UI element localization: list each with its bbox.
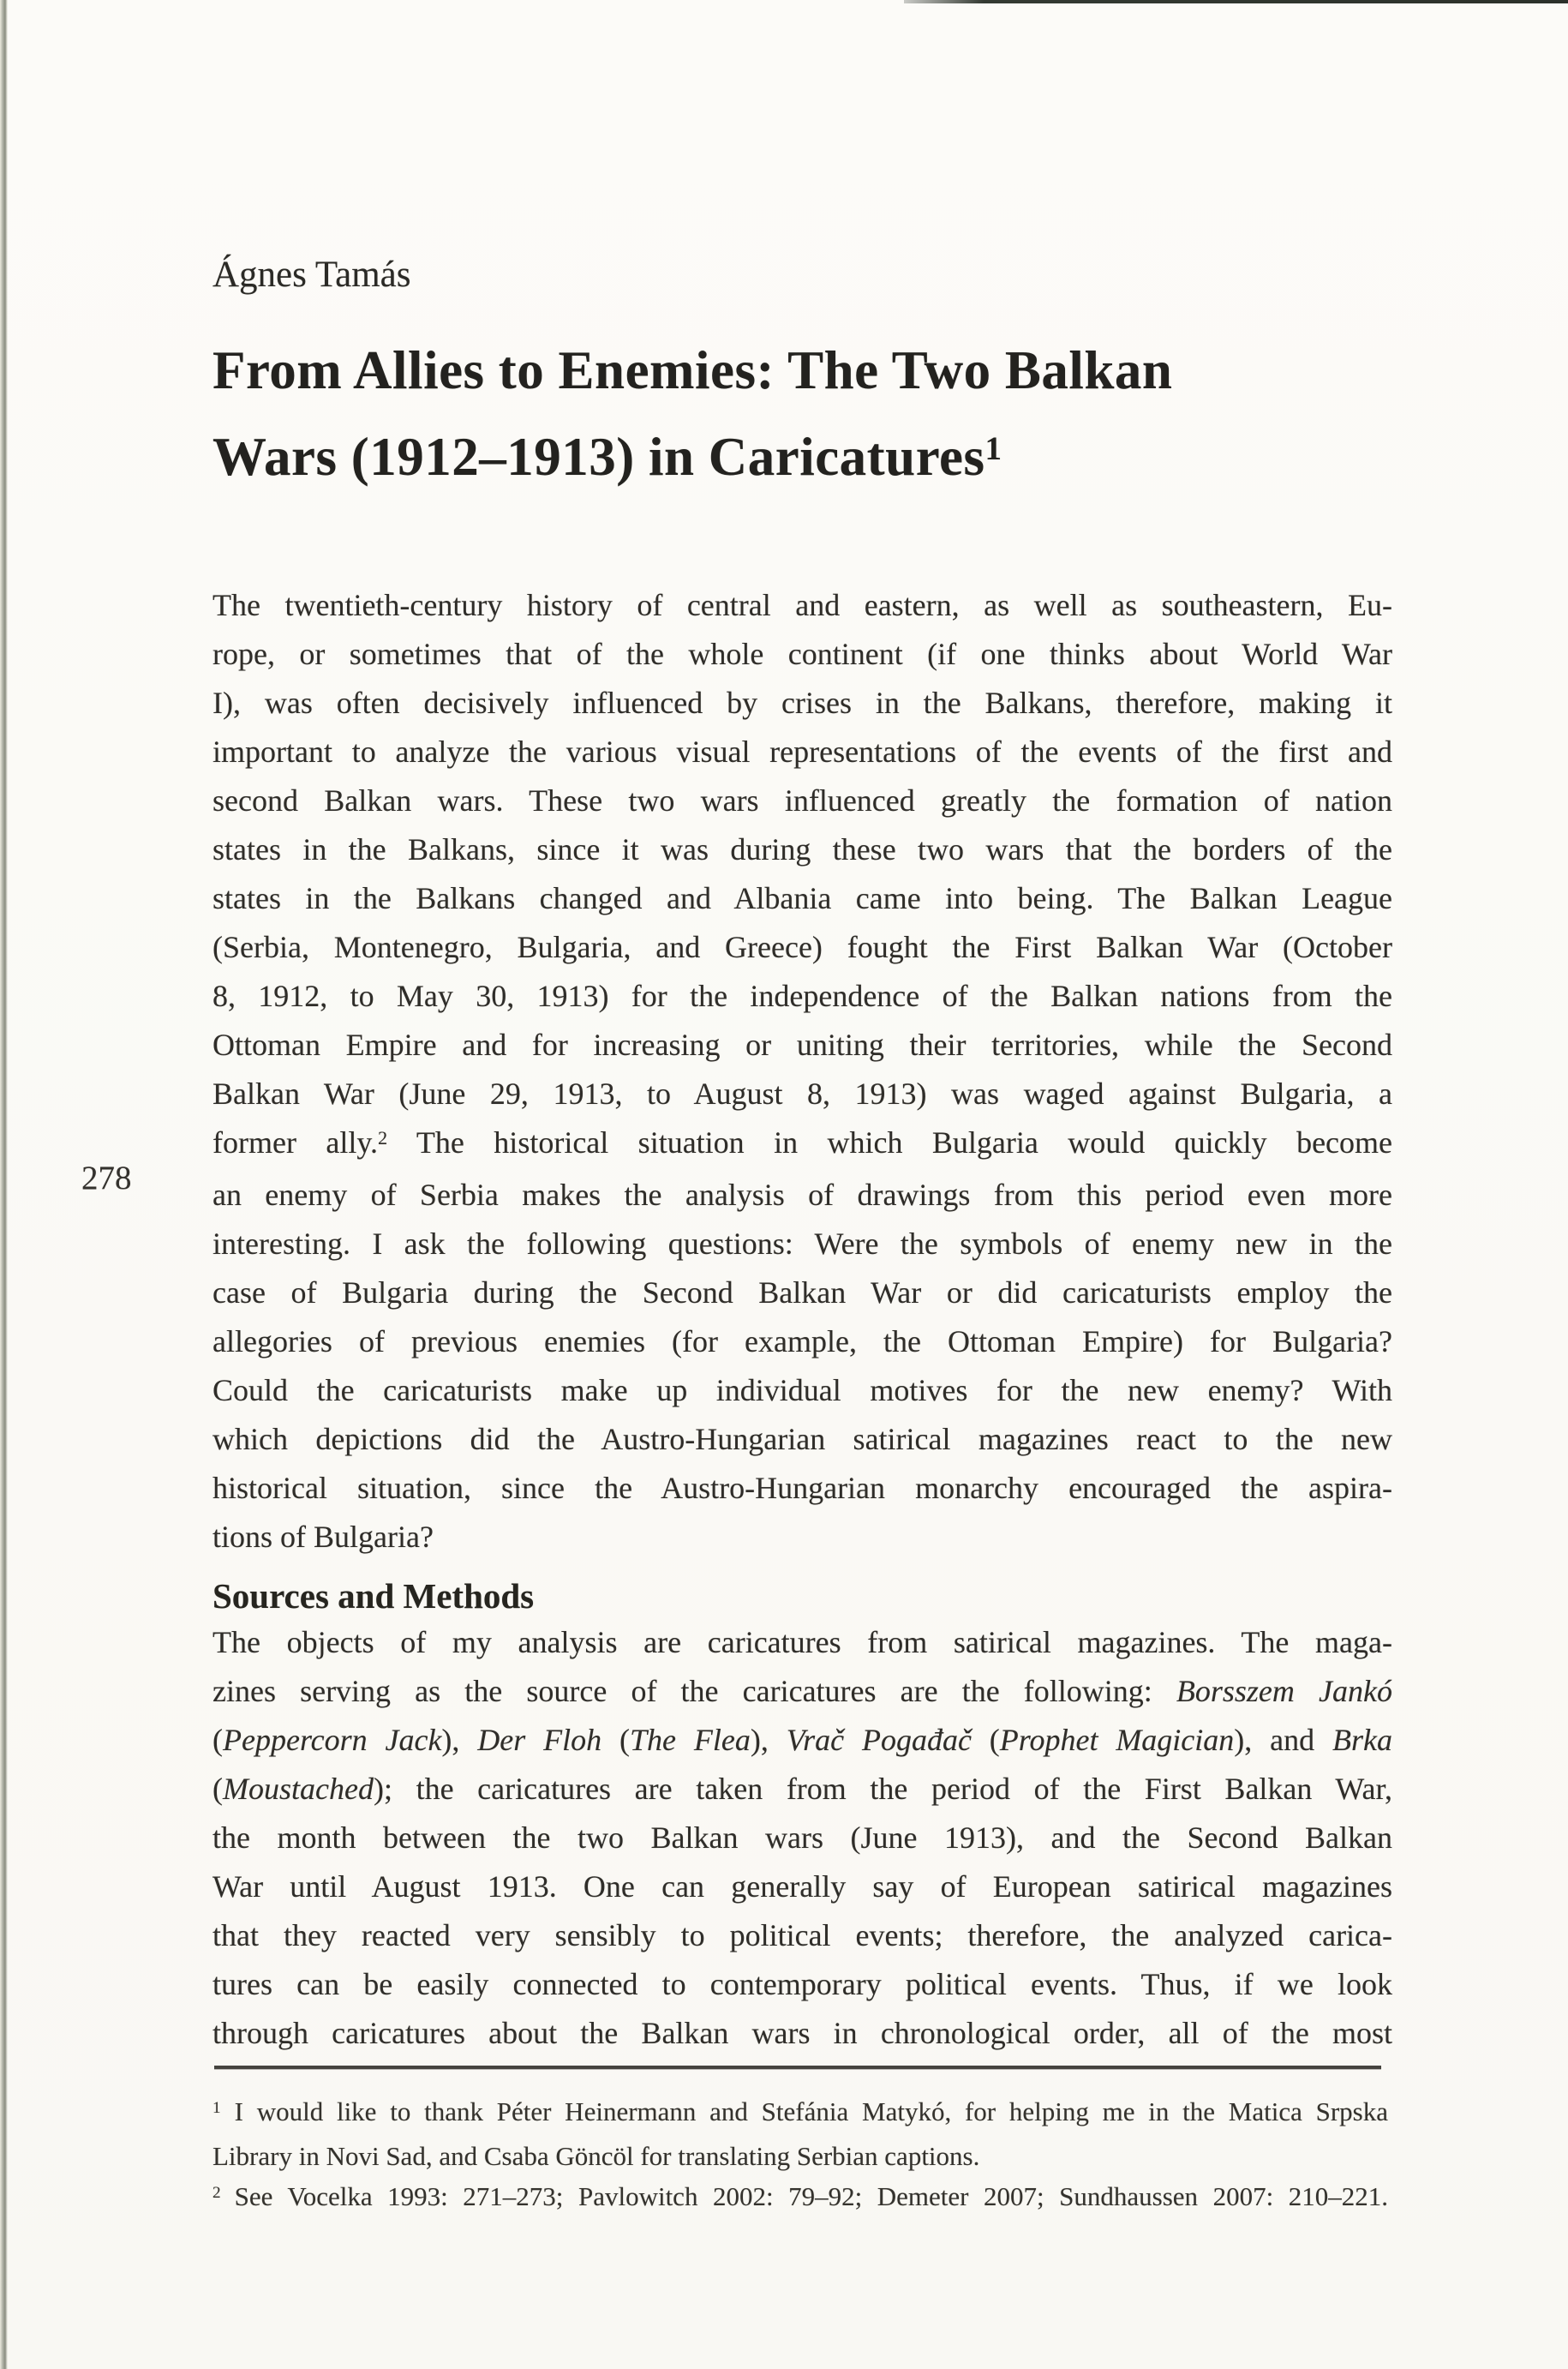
text-line: Balkan War (June 29, 1913, to August 8, 1913) was waged against Bulgaria, a bbox=[212, 1077, 1392, 1111]
text-line: second Balkan wars. These two wars influenced greatly the formation of nation bbox=[212, 783, 1392, 818]
text-line: Could the caricaturists make up individual motives for the new enemy? With bbox=[212, 1373, 1392, 1407]
scan-top-edge bbox=[904, 0, 1568, 3]
footnote-divider bbox=[214, 2066, 1381, 2069]
footnote-ref: 1 bbox=[212, 2099, 221, 2118]
text-line: historical situation, since the Austro-Hungarian monarchy encouraged the aspira- bbox=[212, 1471, 1392, 1505]
text-line: former ally.$^2$ The historical situation in which Bulgaria would quickly become bbox=[212, 1125, 1393, 1160]
text-line: case of Bulgaria during the Second Balkan War or did caricaturists employ the bbox=[212, 1275, 1392, 1310]
footnote-ref: 2 bbox=[378, 1126, 388, 1149]
footnote-1 bbox=[212, 2091, 1388, 2176]
text-line: allegories of previous enemies (for example, the Ottoman Empire) for Bulgaria? bbox=[212, 1324, 1392, 1358]
text-line: tions of Bulgaria? bbox=[212, 1520, 434, 1554]
page-number: 278 bbox=[81, 1160, 132, 1196]
paragraph-introduction bbox=[212, 581, 1392, 1562]
text-line: 8, 1912, to May 30, 1913) for the independence of the Balkan nations from the bbox=[212, 979, 1392, 1013]
text-line: Ottoman Empire and for increasing or uniting their territories, while the Second bbox=[212, 1028, 1392, 1062]
text-line: rope, or sometimes that of the whole continent (if one thinks about World War bbox=[212, 637, 1392, 671]
text-line: interesting. I ask the following questions: Were the symbols of enemy new in the bbox=[212, 1226, 1392, 1261]
text-line: tures can be easily connected to contemporary political events. Thus, if we look bbox=[212, 1967, 1392, 2001]
text-line: The objects of my analysis are caricatures from satirical magazines. The maga- bbox=[212, 1625, 1392, 1659]
footnote-2 bbox=[212, 2176, 1388, 2221]
text-line: $^1$ I would like to thank Péter Heinermann and Stefánia Matykó, for helping me in the Matica Srpska bbox=[212, 2096, 1388, 2126]
text-line: through caricatures about the Balkan wars in chronological order, all of the most bbox=[212, 2016, 1392, 2050]
text-line: which depictions did the Austro-Hungarian satirical magazines react to the new bbox=[212, 1422, 1392, 1456]
footnotes bbox=[212, 2091, 1388, 2221]
text-line: (Moustached); the caricatures are taken from the period of the First Balkan War, bbox=[212, 1772, 1392, 1806]
text-line: states in the Balkans changed and Albania came into being. The Balkan League bbox=[212, 881, 1392, 915]
text-line: The twentieth-century history of central and eastern, as well as southeastern, Eu- bbox=[212, 588, 1392, 622]
text-line: Wars (1912–1913) in Caricatures$^1$ bbox=[212, 427, 1002, 487]
text-line: states in the Balkans, since it was during these two wars that the borders of the bbox=[212, 832, 1392, 867]
text-line: that they reacted very sensibly to political events; therefore, the analyzed carica- bbox=[212, 1918, 1392, 1952]
text-line: Library in Novi Sad, and Csaba Göncöl for translating Serbian captions. bbox=[212, 2141, 980, 2171]
text-line: $^2$ See Vocelka 1993: 271–273; Pavlowitch 2002: 79–92; Demeter 2007; Sundhaussen 2007: 210–221. bbox=[212, 2181, 1388, 2211]
paragraph-sources-methods bbox=[212, 1618, 1392, 2058]
author-name: Ágnes Tamás bbox=[212, 255, 411, 295]
scan-left-edge bbox=[0, 0, 8, 2369]
article-title bbox=[212, 327, 1172, 507]
text-line: zines serving as the source of the caricatures are the following: Borsszem Jankó bbox=[212, 1674, 1392, 1708]
text-line: an enemy of Serbia makes the analysis of drawings from this period even more bbox=[212, 1178, 1392, 1212]
footnote-ref: 1 bbox=[984, 430, 1002, 468]
text-line: important to analyze the various visual representations of the events of the first and bbox=[212, 735, 1392, 769]
text-line: From Allies to Enemies: The Two Balkan bbox=[212, 340, 1173, 400]
text-line: (Peppercorn Jack), Der Floh (The Flea), Vrač Pogađač (Prophet Magician), and Brka bbox=[212, 1723, 1392, 1757]
section-heading: Sources and Methods bbox=[212, 1576, 535, 1616]
text-line: I), was often decisively influenced by crises in the Balkans, therefore, making it bbox=[212, 686, 1392, 720]
text-line: the month between the two Balkan wars (June 1913), and the Second Balkan bbox=[212, 1820, 1392, 1855]
text-line: (Serbia, Montenegro, Bulgaria, and Greece) fought the First Balkan War (October bbox=[212, 930, 1392, 964]
footnote-ref: 2 bbox=[212, 2184, 221, 2203]
text-line: War until August 1913. One can generally say of European satirical magazines bbox=[212, 1869, 1392, 1904]
